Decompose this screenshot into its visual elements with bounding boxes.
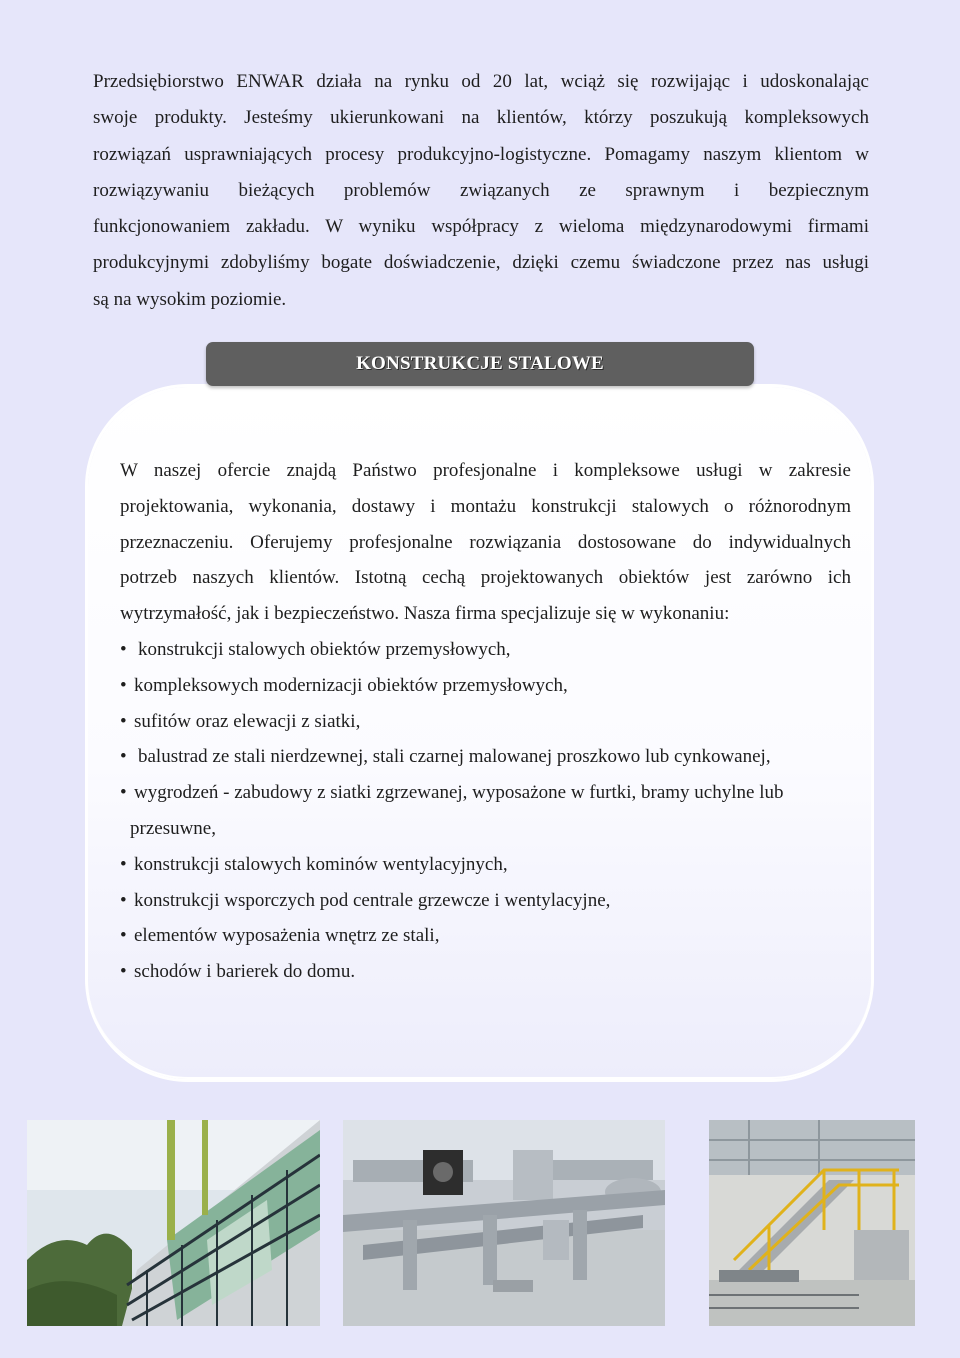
photo-facade-railings — [27, 1120, 320, 1326]
list-item — [120, 668, 851, 704]
bullet-icon: • — [120, 853, 127, 875]
intro-line: rozwiązywaniu bieżących problemów związanych ze sprawnym i bezpiecznym — [93, 179, 869, 201]
list-item-text: wygrodzeń - zabudowy z siatki zgrzewanej, wyposażone w furtki, bramy uchylne lub — [134, 782, 784, 804]
list-item-text: kompleksowych modernizacji obiektów przemysłowych, — [134, 674, 568, 696]
list-item-continuation: przesuwne, — [130, 817, 216, 839]
bullet-icon: • — [120, 889, 127, 911]
list-item — [120, 704, 851, 740]
list-item — [120, 918, 851, 954]
list-item-text: balustrad ze stali nierdzewnej, stali czarnej malowanej proszkowo lub cynkowanej, — [138, 746, 771, 768]
list-item — [120, 775, 851, 811]
section-line: potrzeb naszych klientów. Istotną cechą projektowanych obiektów jest zarówno ich — [120, 567, 851, 589]
intro-paragraph — [93, 64, 869, 318]
list-item-text: elementów wyposażenia wnętrz ze stali, — [134, 925, 440, 947]
list-item-text: sufitów oraz elewacji z siatki, — [134, 710, 361, 732]
list-item-text: konstrukcji wsporczych pod centrale grzewcze i wentylacyjne, — [134, 889, 611, 911]
bullet-icon: • — [120, 674, 127, 696]
intro-line: produkcyjnymi zdobyliśmy bogate doświadczenie, dzięki czemu świadczone przez nas usługi — [93, 252, 869, 274]
list-item-text: konstrukcji stalowych obiektów przemysłowych, — [138, 638, 511, 660]
list-item-text: schodów i barierek do domu. — [134, 961, 356, 983]
intro-line: swoje produkty. Jesteśmy ukierunkowani na klientów, którzy poszukują kompleksowych — [93, 107, 869, 129]
bullet-icon: • — [120, 782, 127, 804]
section-heading-bar — [206, 342, 754, 386]
bullet-icon: • — [120, 961, 127, 983]
list-item — [120, 632, 851, 668]
section-line: W naszej ofercie znajdą Państwo profesjonalne i kompleksowe usługi w zakresie — [120, 460, 851, 481]
bullet-icon: • — [120, 925, 127, 947]
section-line: wytrzymałość, jak i bezpieczeństwo. Nasza firma specjalizuje się w wykonaniu: — [120, 603, 730, 625]
list-item — [120, 739, 851, 775]
bullet-icon: • — [120, 638, 127, 660]
list-item — [120, 847, 851, 883]
bullet-icon: • — [120, 746, 127, 768]
bullet-icon: • — [120, 710, 127, 732]
photo-rooftop-ventilation — [343, 1120, 665, 1326]
intro-line: są na wysokim poziomie. — [93, 288, 287, 310]
list-item — [120, 883, 851, 919]
intro-line: funkcjonowaniem zakładu. W wyniku współpracy z wieloma międzynarodowymi firmami — [93, 216, 869, 238]
section-line: przeznaczeniu. Oferujemy profesjonalne rozwiązania dostosowane do indywidualnych — [120, 531, 851, 553]
section-line: projektowania, wykonania, dostawy i montażu konstrukcji stalowych o różnorodnym — [120, 495, 851, 517]
section-body — [120, 453, 851, 990]
intro-line: rozwiązań usprawniających procesy produkcyjno-logistyczne. Pomagamy naszym klientom w — [93, 143, 869, 165]
section-title: KONSTRUKCJE STALOWE — [356, 353, 604, 374]
photo-industrial-stairs — [709, 1120, 915, 1326]
list-item-text: konstrukcji stalowych kominów wentylacyjnych, — [134, 853, 508, 875]
intro-line: Przedsiębiorstwo ENWAR działa na rynku od 20 lat, wciąż się rozwijając i udoskonalając — [93, 71, 869, 92]
list-item — [120, 954, 851, 990]
